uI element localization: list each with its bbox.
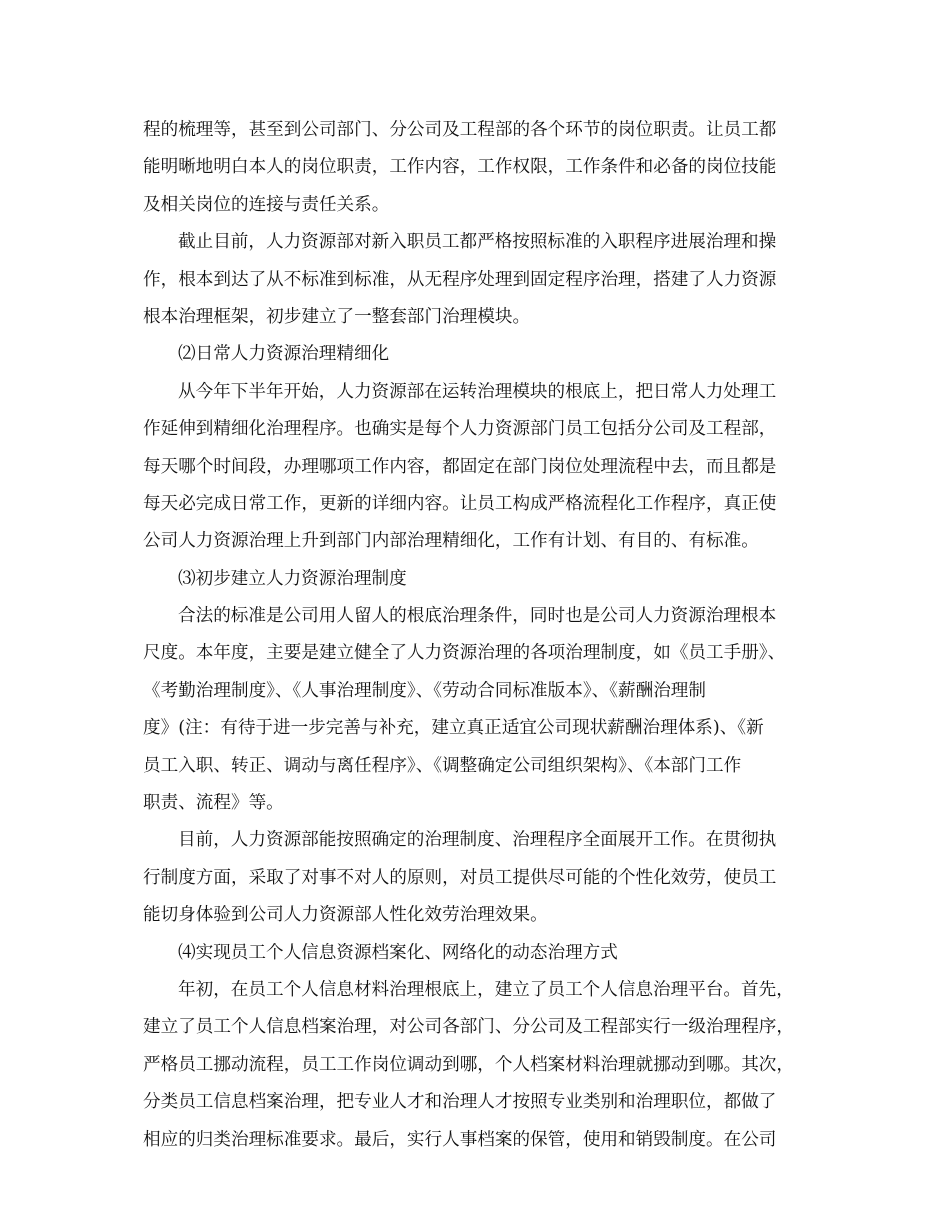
text-line: 每天哪个时间段，办理哪项工作内容，都固定在部门岗位处理流程中去，而且都是	[143, 456, 777, 477]
text-line: 尺度。本年度，主要是建立健全了人力资源治理的各项治理制度，如《员工手册》、	[143, 643, 786, 664]
section-heading: ⑵日常人力资源治理精细化	[178, 344, 390, 365]
paragraph-start-line: 截止目前，人力资源部对新入职员工都严格按照标准的入职程序进展治理和操	[178, 232, 777, 253]
text-line: 程的梳理等，甚至到公司部门、分公司及工程部的各个环节的岗位职责。让员工都	[143, 120, 777, 140]
text-line: 严格员工挪动流程，员工工作岗位调动到哪，个人档案材料治理就挪动到哪。其次，	[143, 1054, 794, 1075]
text-line: 每天必完成日常工作，更新的详细内容。让员工构成严格流程化工作程序，真正使	[143, 493, 777, 514]
section-heading: ⑷实现员工个人信息资源档案化、网络化的动态治理方式	[178, 942, 618, 963]
paragraph-start-line: 从今年下半年开始，人力资源部在运转治理模块的根底上，把日常人力处理工	[178, 381, 777, 402]
text-line: 行制度方面，采取了对事不对人的原则，对员工提供尽可能的个性化效劳，使员工	[143, 867, 777, 888]
text-line: 作延伸到精细化治理程序。也确实是每个人力资源部门员工包括分公司及工程部，	[143, 419, 777, 440]
text-line: 根本治理框架，初步建立了一整套部门治理模块。	[143, 306, 531, 327]
text-line: 员工入职、转正、调动与离任程序》、《调整确定公司组织架构》、《本部门工作	[143, 755, 742, 776]
document-body	[143, 112, 813, 1159]
text-line: 公司人力资源治理上升到部门内部治理精细化，工作有计划、有目的、有标准。	[143, 531, 759, 552]
text-line: 能切身体验到公司人力资源部人性化效劳治理效果。	[143, 905, 548, 926]
paragraph-start-line: 合法的标准是公司用人留人的根底治理条件，同时也是公司人力资源治理根本	[178, 606, 777, 627]
text-line: 分类员工信息档案治理，把专业人才和治理人才按照专业类别和治理职位，都做了	[143, 1092, 777, 1113]
text-line: 能明晰地明白本人的岗位职责，工作内容，工作权限，工作条件和必备的岗位技能	[143, 157, 777, 178]
text-line: 《考勤治理制度》、《人事治理制度》、《劳动合同标准版本》、《薪酬治理制	[143, 680, 706, 701]
text-line: 度》(注：有待于进一步完善与补充，建立真正适宜公司现状薪酬治理体系)、《新	[143, 718, 764, 739]
text-line: 建立了员工个人信息档案治理，对公司各部门、分公司及工程部实行一级治理程序，	[143, 1017, 794, 1038]
text-line: 职责、流程》等。	[143, 793, 284, 814]
paragraph-start-line: 年初，在员工个人信息材料治理根底上，建立了员工个人信息治理平台。首先，	[178, 979, 794, 1000]
text-line: 相应的归类治理标准要求。最后，实行人事档案的保管，使用和销毁制度。在公司	[143, 1129, 777, 1150]
text-line: 作，根本到达了从不标准到标准，从无程序处理到固定程序治理，搭建了人力资源	[143, 269, 777, 290]
paragraph-start-line: 目前，人力资源部能按照确定的治理制度、治理程序全面展开工作。在贯彻执	[178, 830, 777, 851]
text-line: 及相关岗位的连接与责任关系。	[143, 194, 390, 215]
section-heading: ⑶初步建立人力资源治理制度	[178, 568, 407, 589]
